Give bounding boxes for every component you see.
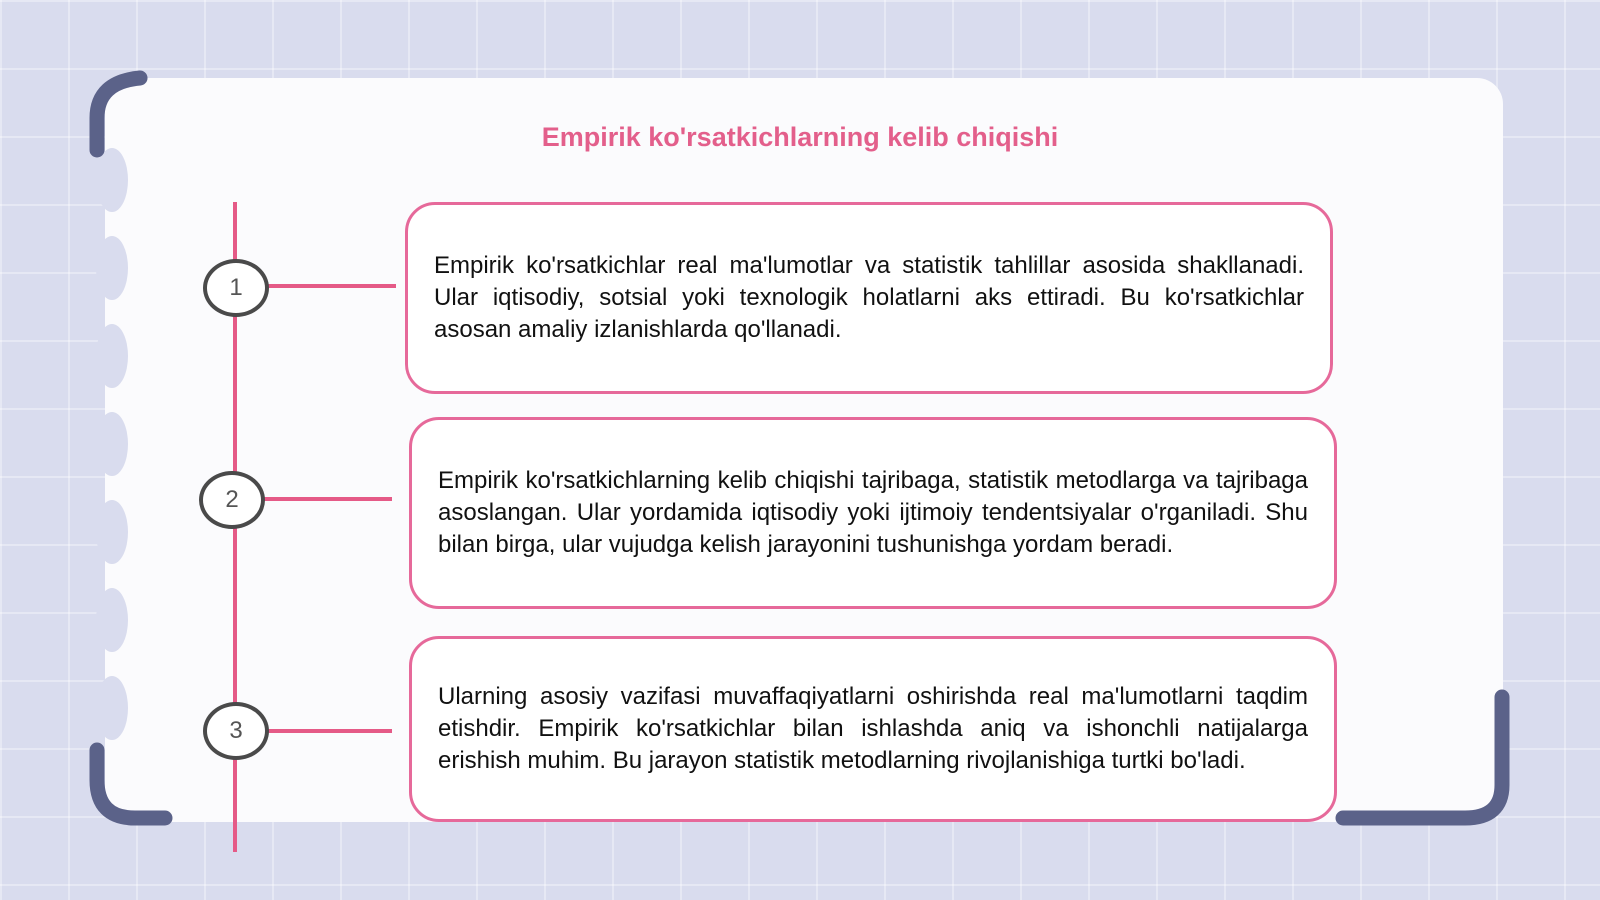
content-box-2 [409, 417, 1337, 609]
timeline-node-1 [203, 259, 269, 317]
content-text: Empirik ko'rsatkichlarning kelib chiqishi tajribaga, statistik metodlarga va tajribaga asoslangan. Ular yordamida iqtisodiy yoki ijtimoiy tendentsiyalar o'rganiladi. Shu bilan birga, ular vujudga kelish jarayonini tushunishga yordam beradi. [438, 467, 1308, 558]
content-text: Ularning asosiy vazifasi muvaffaqiyatlarni oshirishda real ma'lumotlarni taqdim etishdir. Empirik ko'rsatkichlar bilan ishlashda aniq va ishonchli natijalarga erishish muhim. Bu jarayon statistik metodlarning rivojlanishiga turtki bo'ladi. [438, 683, 1308, 774]
timeline-node-3 [203, 702, 269, 760]
scalloped-edge [96, 148, 126, 768]
content-box-3 [409, 636, 1337, 822]
timeline-connector-1 [268, 284, 396, 288]
step-number: 3 [229, 717, 243, 744]
slide-title: Empirik ko'rsatkichlarning kelib chiqishi [541, 122, 1059, 152]
step-number: 1 [229, 274, 243, 301]
timeline-connector-2 [264, 497, 392, 501]
timeline-connector-3 [268, 729, 392, 733]
content-text: Empirik ko'rsatkichlar real ma'lumotlar va statistik tahlillar asosida shakllanadi. Ular iqtisodiy, sotsial yoki texnologik holatlarni aks ettiradi. Bu ko'rsatkichlar asosan amaliy izlanishlarda qo'llanadi. [434, 252, 1304, 343]
timeline-node-2 [199, 471, 265, 529]
content-box-1 [405, 202, 1333, 394]
step-number: 2 [225, 486, 239, 513]
